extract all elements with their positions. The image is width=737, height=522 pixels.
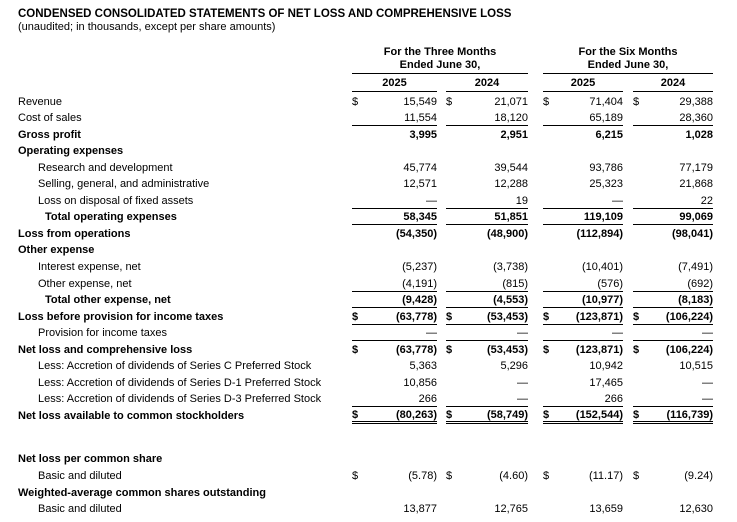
amount: 10,942 xyxy=(589,360,623,373)
year-header-six-months-2024: 2024 xyxy=(633,77,713,92)
value-cell xyxy=(543,292,623,309)
value-cell xyxy=(633,391,713,408)
table-row xyxy=(18,93,713,110)
amount: 6,215 xyxy=(595,128,623,141)
row-label: Selling, general, and administrative xyxy=(38,178,210,191)
value-cell xyxy=(352,308,437,325)
amount: 13,659 xyxy=(589,503,623,516)
amount: (10,401) xyxy=(582,261,623,274)
value-cell xyxy=(543,451,623,468)
amount: (48,900) xyxy=(487,227,528,240)
amount: 13,877 xyxy=(403,503,437,516)
header-label-spacer xyxy=(18,46,352,74)
value-cell xyxy=(446,467,528,484)
amount: 71,404 xyxy=(589,95,623,108)
row-label: Net loss and comprehensive loss xyxy=(18,343,193,356)
value-cell xyxy=(352,242,437,259)
amount: 1,028 xyxy=(685,128,713,141)
currency-symbol: $ xyxy=(352,343,359,356)
amount: 12,288 xyxy=(494,178,528,191)
value-cell xyxy=(543,341,623,358)
value-cell xyxy=(352,374,437,391)
amount: — xyxy=(702,327,713,340)
amount: 3,995 xyxy=(409,128,437,141)
currency-symbol: $ xyxy=(446,310,453,323)
value-cell xyxy=(633,341,713,358)
value-cell xyxy=(633,143,713,160)
value-cell xyxy=(446,275,528,292)
row-label: Net loss available to common stockholders xyxy=(18,409,245,422)
table-row xyxy=(18,308,713,325)
value-cell xyxy=(633,192,713,209)
amount: (116,739) xyxy=(666,408,713,421)
amount: 10,515 xyxy=(679,360,713,373)
value-cell xyxy=(633,325,713,342)
value-cell xyxy=(446,391,528,408)
value-cell xyxy=(633,358,713,375)
currency-symbol: $ xyxy=(633,95,640,108)
amount: — xyxy=(426,327,437,340)
value-cell xyxy=(352,467,437,484)
row-label: Interest expense, net xyxy=(38,261,141,274)
amount: 18,120 xyxy=(494,112,528,125)
value-cell xyxy=(446,451,528,468)
value-cell xyxy=(446,407,528,424)
row-label: Loss before provision for income taxes xyxy=(18,310,224,323)
value-cell xyxy=(446,93,528,110)
amount: 28,360 xyxy=(679,112,713,125)
value-cell xyxy=(352,93,437,110)
col-group-three-months xyxy=(352,46,528,74)
currency-symbol: $ xyxy=(352,95,359,108)
table-row xyxy=(18,258,713,275)
amount: 51,851 xyxy=(494,211,528,224)
amount: (576) xyxy=(597,277,623,290)
value-cell xyxy=(352,126,437,143)
value-cell xyxy=(543,484,623,501)
value-cell xyxy=(446,143,528,160)
amount: 45,774 xyxy=(403,161,437,174)
row-label: Basic and diluted xyxy=(38,503,122,516)
table-row xyxy=(18,110,713,127)
currency-symbol: $ xyxy=(352,310,359,323)
year-header-row xyxy=(18,77,713,92)
value-cell xyxy=(543,358,623,375)
amount: (5,237) xyxy=(402,261,437,274)
amount: 10,856 xyxy=(403,376,437,389)
amount: 21,868 xyxy=(679,178,713,191)
value-cell xyxy=(446,225,528,242)
amount: 29,388 xyxy=(679,95,713,108)
value-cell xyxy=(446,501,528,518)
spacer-row xyxy=(18,424,713,451)
amount: (11.17) xyxy=(588,470,623,483)
value-cell xyxy=(633,126,713,143)
col-group-three-months-line2: Ended June 30, xyxy=(399,58,481,71)
table-row xyxy=(18,341,713,358)
value-cell xyxy=(543,258,623,275)
amount: 266 xyxy=(418,393,437,406)
currency-symbol: $ xyxy=(543,95,550,108)
value-cell xyxy=(446,159,528,176)
value-cell xyxy=(543,308,623,325)
row-label: Operating expenses xyxy=(18,145,124,158)
value-cell xyxy=(543,467,623,484)
value-cell xyxy=(446,292,528,309)
amount: 17,465 xyxy=(589,376,623,389)
amount: (112,894) xyxy=(576,227,623,240)
value-cell xyxy=(352,407,437,424)
amount: 21,071 xyxy=(494,95,528,108)
currency-symbol: $ xyxy=(446,408,453,421)
currency-symbol: $ xyxy=(633,470,640,483)
col-group-six-months xyxy=(543,46,713,74)
amount: (9,428) xyxy=(402,294,437,307)
value-cell xyxy=(543,159,623,176)
value-cell xyxy=(352,325,437,342)
amount: (98,041) xyxy=(672,227,713,240)
value-cell xyxy=(446,484,528,501)
value-cell xyxy=(352,341,437,358)
value-cell xyxy=(543,225,623,242)
amount: (63,778) xyxy=(396,310,437,323)
amount: (80,263) xyxy=(396,408,437,421)
amount: (106,224) xyxy=(665,343,713,356)
value-cell xyxy=(352,484,437,501)
amount: — xyxy=(517,393,528,406)
row-label: Basic and diluted xyxy=(38,470,122,483)
amount: — xyxy=(612,194,623,207)
table-row xyxy=(18,225,713,242)
amount: (123,871) xyxy=(575,310,623,323)
value-cell xyxy=(352,143,437,160)
value-cell xyxy=(446,192,528,209)
amount: (10,977) xyxy=(582,294,623,307)
amount: 5,363 xyxy=(409,360,437,373)
amount: (815) xyxy=(502,277,528,290)
document-title: CONDENSED CONSOLIDATED STATEMENTS OF NET LOSS AND COMPREHENSIVE LOSS xyxy=(18,8,512,20)
col-group-six-months-line1: For the Six Months xyxy=(578,46,678,58)
amount: 5,296 xyxy=(500,360,528,373)
value-cell xyxy=(633,225,713,242)
amount: 15,549 xyxy=(403,95,437,108)
year-header-three-months-2024: 2024 xyxy=(446,77,528,92)
value-cell xyxy=(543,176,623,193)
table-row xyxy=(18,501,713,518)
year-header-six-months-2025: 2025 xyxy=(543,77,623,92)
value-cell xyxy=(352,275,437,292)
amount: 266 xyxy=(604,393,623,406)
value-cell xyxy=(633,451,713,468)
row-label: Total operating expenses xyxy=(45,211,177,224)
value-cell xyxy=(352,501,437,518)
value-cell xyxy=(352,192,437,209)
value-cell xyxy=(352,451,437,468)
value-cell xyxy=(633,308,713,325)
table-row xyxy=(18,292,713,309)
amount: 99,069 xyxy=(679,211,713,224)
amount: 12,765 xyxy=(494,503,528,516)
table-row xyxy=(18,275,713,292)
value-cell xyxy=(633,292,713,309)
value-cell xyxy=(543,275,623,292)
col-group-three-months-line1: For the Three Months xyxy=(383,46,497,58)
value-cell xyxy=(446,209,528,226)
row-label: Revenue xyxy=(18,95,63,108)
currency-symbol: $ xyxy=(352,408,359,421)
currency-symbol: $ xyxy=(446,470,453,483)
amount: — xyxy=(702,393,713,406)
amount: (692) xyxy=(687,277,713,290)
value-cell xyxy=(633,501,713,518)
value-cell xyxy=(446,176,528,193)
row-label: Less: Accretion of dividends of Series C Preferred Stock xyxy=(38,360,312,373)
value-cell xyxy=(543,126,623,143)
amount: 58,345 xyxy=(403,211,437,224)
amount: (58,749) xyxy=(487,408,528,421)
table-row xyxy=(18,484,713,501)
currency-symbol: $ xyxy=(633,310,640,323)
value-cell xyxy=(543,501,623,518)
statement-table-body xyxy=(18,93,713,517)
table-row xyxy=(18,209,713,226)
table-row xyxy=(18,242,713,259)
table-row xyxy=(18,192,713,209)
value-cell xyxy=(446,341,528,358)
table-row xyxy=(18,159,713,176)
table-row xyxy=(18,126,713,143)
col-group-six-months-line2: Ended June 30, xyxy=(587,58,669,71)
table-row xyxy=(18,407,713,424)
row-label: Research and development xyxy=(38,161,173,174)
amount: 12,571 xyxy=(403,178,437,191)
row-label: Less: Accretion of dividends of Series D-3 Preferred Stock xyxy=(38,393,322,406)
value-cell xyxy=(352,176,437,193)
currency-symbol: $ xyxy=(633,408,640,421)
row-label: Loss on disposal of fixed assets xyxy=(38,194,194,207)
value-cell xyxy=(352,159,437,176)
year-header-three-months-2025: 2025 xyxy=(352,77,437,92)
amount: — xyxy=(612,327,623,340)
currency-symbol: $ xyxy=(543,343,550,356)
value-cell xyxy=(543,143,623,160)
value-cell xyxy=(633,484,713,501)
amount: 93,786 xyxy=(589,161,623,174)
amount: (54,350) xyxy=(396,227,437,240)
value-cell xyxy=(446,258,528,275)
row-label: Gross profit xyxy=(18,128,81,141)
table-row xyxy=(18,176,713,193)
table-row xyxy=(18,467,713,484)
value-cell xyxy=(633,242,713,259)
row-label: Less: Accretion of dividends of Series D-1 Preferred Stock xyxy=(38,376,322,389)
amount: (106,224) xyxy=(665,310,713,323)
value-cell xyxy=(543,391,623,408)
value-cell xyxy=(633,374,713,391)
amount: (4,191) xyxy=(402,277,437,290)
value-cell xyxy=(446,374,528,391)
amount: (4,553) xyxy=(493,294,528,307)
value-cell xyxy=(543,407,623,424)
amount: — xyxy=(517,327,528,340)
value-cell xyxy=(352,292,437,309)
amount: — xyxy=(426,194,437,207)
value-cell xyxy=(543,192,623,209)
amount: 19 xyxy=(515,194,528,207)
document-subtitle: (unaudited; in thousands, except per share amounts) xyxy=(18,21,276,33)
row-label: Weighted-average common shares outstanding xyxy=(18,486,266,499)
amount: (53,453) xyxy=(487,343,528,356)
value-cell xyxy=(633,159,713,176)
value-cell xyxy=(446,110,528,127)
year-label-spacer xyxy=(18,77,352,92)
value-cell xyxy=(543,209,623,226)
amount: (3,738) xyxy=(493,261,528,274)
value-cell xyxy=(352,358,437,375)
amount: (9.24) xyxy=(684,470,713,483)
currency-symbol: $ xyxy=(352,470,359,483)
value-cell xyxy=(633,407,713,424)
amount: — xyxy=(702,376,713,389)
value-cell xyxy=(633,209,713,226)
amount: 119,109 xyxy=(583,211,623,224)
value-cell xyxy=(543,93,623,110)
value-cell xyxy=(543,374,623,391)
table-row xyxy=(18,451,713,468)
table-row xyxy=(18,143,713,160)
amount: 22 xyxy=(700,194,713,207)
amount: 25,323 xyxy=(589,178,623,191)
amount: 11,554 xyxy=(404,112,437,125)
amount: (4.60) xyxy=(499,470,528,483)
table-row xyxy=(18,358,713,375)
amount: (152,544) xyxy=(575,408,623,421)
row-label: Net loss per common share xyxy=(18,453,163,466)
value-cell xyxy=(352,209,437,226)
amount: (5.78) xyxy=(408,470,437,483)
value-cell xyxy=(633,275,713,292)
value-cell xyxy=(543,325,623,342)
value-cell xyxy=(446,242,528,259)
value-cell xyxy=(352,225,437,242)
period-header-row xyxy=(18,46,713,74)
amount: (8,183) xyxy=(678,294,713,307)
value-cell xyxy=(633,110,713,127)
value-cell xyxy=(446,325,528,342)
value-cell xyxy=(633,176,713,193)
value-cell xyxy=(446,358,528,375)
currency-symbol: $ xyxy=(543,408,550,421)
value-cell xyxy=(543,242,623,259)
value-cell xyxy=(633,467,713,484)
value-cell xyxy=(633,258,713,275)
amount: 39,544 xyxy=(494,161,528,174)
currency-symbol: $ xyxy=(543,470,550,483)
currency-symbol: $ xyxy=(543,310,550,323)
currency-symbol: $ xyxy=(446,95,453,108)
amount: (53,453) xyxy=(487,310,528,323)
amount: 65,189 xyxy=(589,112,623,125)
table-row xyxy=(18,325,713,342)
amount: (7,491) xyxy=(678,261,713,274)
row-label: Cost of sales xyxy=(18,112,82,125)
table-row xyxy=(18,374,713,391)
value-cell xyxy=(446,126,528,143)
value-cell xyxy=(543,110,623,127)
value-cell xyxy=(633,93,713,110)
value-cell xyxy=(446,308,528,325)
row-label: Total other expense, net xyxy=(45,294,171,307)
amount: 2,951 xyxy=(500,128,528,141)
currency-symbol: $ xyxy=(633,343,640,356)
amount: (123,871) xyxy=(575,343,623,356)
amount: (63,778) xyxy=(396,343,437,356)
value-cell xyxy=(352,110,437,127)
amount: 77,179 xyxy=(679,161,713,174)
amount: 12,630 xyxy=(679,503,713,516)
row-label: Provision for income taxes xyxy=(38,327,167,340)
amount: — xyxy=(517,376,528,389)
value-cell xyxy=(352,258,437,275)
row-label: Other expense xyxy=(18,244,95,257)
currency-symbol: $ xyxy=(446,343,453,356)
value-cell xyxy=(352,391,437,408)
table-row xyxy=(18,391,713,408)
row-label: Other expense, net xyxy=(38,277,132,290)
row-label: Loss from operations xyxy=(18,227,131,240)
